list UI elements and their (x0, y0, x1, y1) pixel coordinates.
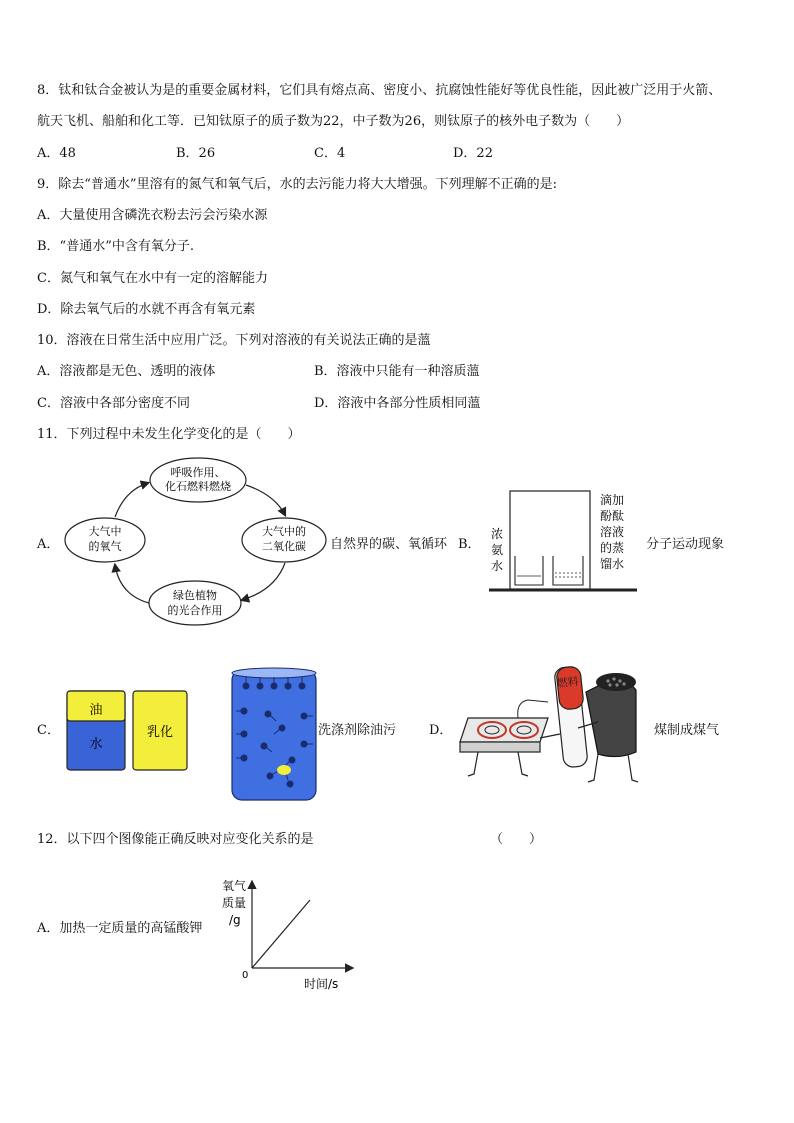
node-respiration-line1: 呼吸作用、 (170, 466, 226, 479)
q10-option-c[interactable]: C．溶液中各部分密度不同 (37, 396, 190, 411)
node-oxygen-line2: 的氧气 (88, 540, 122, 553)
svg-text:酚酞: 酚酞 (599, 509, 625, 523)
q10-option-d[interactable]: D．溶液中各部分性质相同薀 (314, 396, 481, 411)
q9-option-a[interactable]: A．大量使用含磷洗衣粉去污会污染水源 (37, 208, 268, 223)
coal-gasification-cartoon (448, 662, 648, 792)
svg-text:氨: 氨 (490, 543, 504, 557)
q11-d-caption: 煤制成煤气 (654, 723, 720, 738)
q10-stem: 10．溶液在日常生活中应用广泛。下列对溶液的有关说法正确的是薀 (37, 333, 431, 348)
arrow-to-co2 (246, 485, 285, 515)
svg-text:油: 油 (89, 703, 103, 718)
node-photosynthesis-line1: 绿色植物 (173, 589, 217, 602)
node-photosynthesis (149, 581, 241, 625)
node-co2-line1: 大气中的 (262, 525, 306, 538)
q12-option-a[interactable]: A．加热一定质量的高锰酸钾 (37, 921, 203, 936)
y-axis-label-line3: /g (229, 913, 241, 927)
q11-option-b-letter[interactable]: B． (458, 537, 481, 552)
svg-text:水: 水 (89, 737, 103, 752)
q11-option-d-letter[interactable]: D． (429, 723, 453, 738)
node-respiration-line2: 化石燃料燃烧 (165, 480, 231, 493)
svg-text:的蒸: 的蒸 (599, 541, 625, 555)
svg-text:浓: 浓 (490, 527, 504, 541)
q12-stem: 12．以下四个图像能正确反映对应变化关系的是 (37, 832, 314, 847)
bell-jar (510, 491, 590, 589)
detergent-molecules-cylinder (230, 666, 318, 802)
q8-option-a[interactable]: A．48 (37, 146, 76, 161)
arrow-to-respiration (115, 483, 148, 517)
svg-text:乳化: 乳化 (146, 725, 174, 740)
arrow-to-oxygen (115, 565, 149, 603)
node-co2-line2: 二氧化碳 (262, 540, 306, 553)
q9-option-d[interactable]: D．除去氧气后的水就不再含有氧元素 (37, 302, 256, 317)
y-axis-label-line2: 质量 (222, 896, 247, 910)
q11-b-caption: 分子运动现象 (646, 537, 725, 552)
arrow-to-photosynthesis (242, 563, 285, 600)
q9-option-b[interactable]: B．“普通水”中含有氧分子. (37, 239, 194, 254)
oxygen-mass-line (252, 900, 310, 968)
q10-option-a[interactable]: A．溶液都是无色、透明的液体 (37, 364, 216, 379)
oil-droplet (277, 765, 291, 775)
q11-c-caption: 洗涤剂除油污 (318, 723, 397, 738)
q8-option-c[interactable]: C．4 (314, 146, 346, 161)
origin-label: 0 (242, 970, 249, 981)
q12-a-graph (222, 870, 362, 995)
svg-text:水: 水 (490, 559, 504, 573)
q11-stem: 11．下列过程中未发生化学变化的是（ ） (37, 427, 301, 442)
node-oxygen-line1: 大气中 (88, 525, 122, 538)
q8-option-b[interactable]: B．26 (176, 146, 216, 161)
svg-text:溶液: 溶液 (599, 525, 625, 539)
carbon-oxygen-cycle-diagram (60, 455, 330, 630)
q12-answer-paren[interactable]: （ ） (490, 832, 543, 847)
x-axis-label: 时间/s (304, 977, 339, 991)
q11-a-caption: 自然界的碳、氧循环 (330, 537, 448, 552)
node-photosynthesis-line2: 的光合作用 (167, 604, 223, 617)
q11-option-a-letter[interactable]: A． (37, 537, 60, 552)
y-axis-label-line1: 氧气 (222, 879, 247, 893)
q8-option-d[interactable]: D．22 (453, 146, 493, 161)
q8-stem-line2: 航天飞机、船舶和化工等．已知钛原子的质子数为22，中子数为26，则钛原子的核外电子数为（ ） (37, 114, 630, 129)
svg-text:馏水: 馏水 (599, 557, 625, 571)
q9-option-c[interactable]: C．氮气和氧气在水中有一定的溶解能力 (37, 271, 268, 286)
molecular-motion-apparatus (485, 488, 645, 596)
q8-stem-line1: 8．钛和钛合金被认为是的重要金属材料，它们具有熔点高、密度小、抗腐蚀性能好等优良性能，因此被广泛用于火箭、 (37, 83, 722, 98)
oil-water-beakers (64, 686, 190, 774)
svg-text:滴加: 滴加 (599, 493, 625, 507)
q11-option-c-letter[interactable]: C． (37, 723, 60, 738)
svg-text:燃料: 燃料 (556, 674, 580, 691)
q10-option-b[interactable]: B．溶液中只能有一种溶质薀 (314, 364, 480, 379)
q9-stem: 9．除去“普通水”里溶有的氮气和氧气后，水的去污能力将大大增强。下列理解不正确的是: (37, 177, 557, 192)
